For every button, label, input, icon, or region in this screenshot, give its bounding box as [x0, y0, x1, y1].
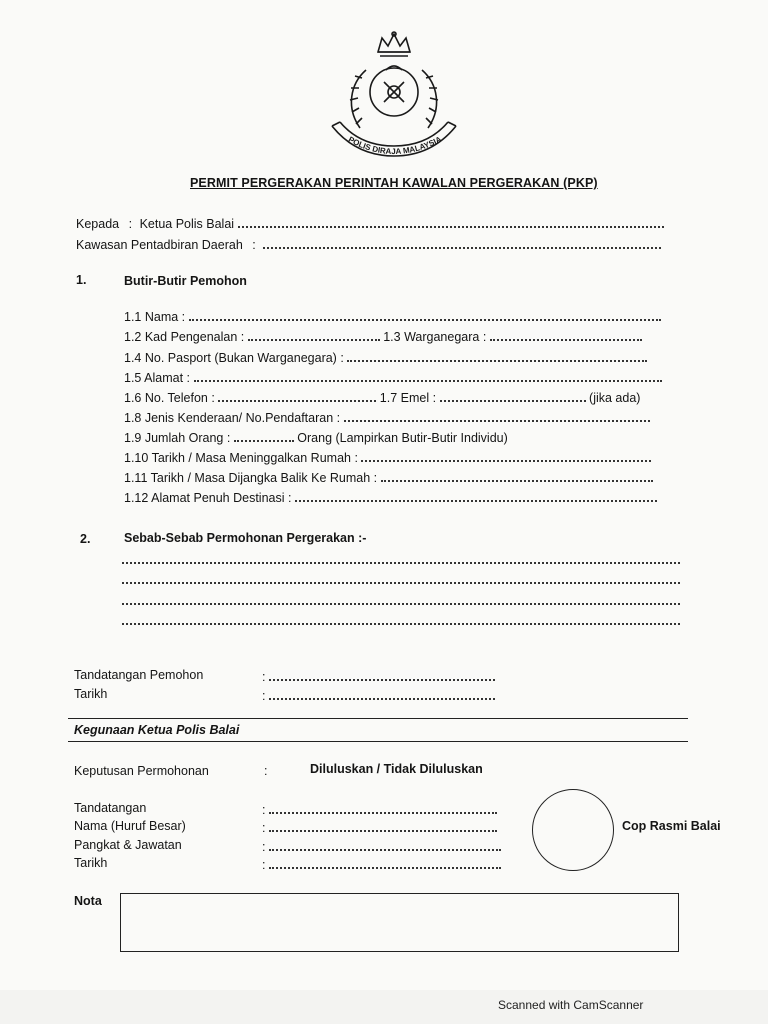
officer-signature-colon: : [262, 803, 266, 817]
field-1-11-label: 1.11 Tarikh / Masa Dijangka Balik Ke Rumah : [124, 471, 378, 485]
field-1-8-input[interactable] [344, 409, 650, 422]
applicant-signature-colon: : [262, 670, 266, 684]
reason-line-3[interactable] [122, 603, 680, 605]
crest-ribbon-text: POLIS DIRAJA MALAYSIA [346, 134, 444, 157]
section1-number: 1. [76, 273, 87, 287]
field-1-8-label: 1.8 Jenis Kenderaan/ No.Pendaftaran : [124, 411, 341, 425]
kepada-row [76, 215, 664, 231]
field-1-5 [124, 369, 662, 385]
officer-date-colon: : [262, 858, 266, 872]
kawasan-field[interactable] [263, 236, 661, 249]
officer-signature-row [262, 801, 497, 817]
field-1-1 [124, 308, 661, 324]
field-1-1-label: 1.1 Nama : [124, 310, 186, 324]
decision-label: Keputusan Permohonan [74, 764, 209, 778]
field-1-9-label: 1.9 Jumlah Orang : [124, 431, 231, 445]
field-1-6 [124, 389, 640, 405]
kawasan-colon: : [252, 238, 256, 252]
field-1-8 [124, 409, 650, 425]
applicant-date-field[interactable] [269, 687, 495, 700]
field-1-3-input[interactable] [490, 328, 642, 341]
officer-rank-colon: : [262, 840, 266, 854]
applicant-date-row [262, 687, 495, 703]
scanner-footer: Scanned with CamScanner [498, 998, 644, 1012]
police-section-title: Kegunaan Ketua Polis Balai [74, 723, 240, 737]
officer-name-field[interactable] [269, 819, 497, 832]
decision-colon: : [264, 764, 268, 778]
field-1-10-label: 1.10 Tarikh / Masa Meninggalkan Rumah : [124, 451, 358, 465]
field-1-7-label: 1.7 Emel : [379, 391, 437, 405]
field-1-5-input[interactable] [194, 369, 662, 382]
nota-label: Nota [74, 894, 102, 908]
officer-name-colon: : [262, 821, 266, 835]
field-1-7-input[interactable] [440, 389, 586, 402]
field-1-10 [124, 449, 651, 465]
field-1-11 [124, 469, 653, 485]
stamp-circle [532, 789, 614, 871]
field-1-10-input[interactable] [361, 449, 651, 462]
officer-rank-field[interactable] [269, 838, 501, 851]
decision-options[interactable]: Diluluskan / Tidak Diluluskan [310, 762, 483, 776]
field-1-12 [124, 489, 657, 505]
section1-title: Butir-Butir Pemohon [124, 274, 247, 288]
field-1-6-label: 1.6 No. Telefon : [124, 391, 215, 405]
nota-box[interactable] [120, 893, 679, 952]
officer-rank-label: Pangkat & Jawatan [74, 838, 182, 852]
field-1-6-input[interactable] [218, 389, 376, 402]
officer-date-label: Tarikh [74, 856, 108, 870]
field-1-4-input[interactable] [347, 349, 647, 362]
field-1-5-label: 1.5 Alamat : [124, 371, 191, 385]
field-1-1-input[interactable] [189, 308, 661, 321]
field-1-12-label: 1.12 Alamat Penuh Destinasi : [124, 491, 292, 505]
applicant-date-label: Tarikh [74, 687, 108, 701]
officer-name-row [262, 819, 497, 835]
applicant-signature-row [262, 668, 495, 684]
officer-signature-label: Tandatangan [74, 801, 147, 815]
field-1-12-input[interactable] [295, 489, 657, 502]
field-1-4-label: 1.4 No. Pasport (Bukan Warganegara) : [124, 351, 344, 365]
kepada-value: Ketua Polis Balai [139, 217, 235, 231]
officer-date-field[interactable] [269, 856, 501, 869]
field-1-2-input[interactable] [248, 328, 380, 341]
reason-line-1[interactable] [122, 562, 680, 564]
kawasan-row [76, 236, 661, 252]
applicant-date-colon: : [262, 689, 266, 703]
applicant-signature-label: Tandatangan Pemohon [74, 668, 204, 682]
officer-rank-row [262, 838, 501, 854]
kepada-label: Kepada [76, 217, 120, 231]
applicant-signature-field[interactable] [269, 668, 495, 681]
field-1-9 [124, 429, 508, 445]
kepada-field[interactable] [238, 215, 664, 228]
reason-line-2[interactable] [122, 582, 680, 584]
section2-number: 2. [80, 532, 91, 546]
field-1-9-note: Orang (Lampirkan Butir-Butir Individu) [297, 431, 508, 445]
reason-line-4[interactable] [122, 623, 680, 625]
form-title: PERMIT PERGERAKAN PERINTAH KAWALAN PERGERAKAN (PKP) [190, 176, 598, 190]
section2-title: Sebab-Sebab Permohonan Pergerakan :- [124, 531, 367, 545]
kawasan-label: Kawasan Pentadbiran Daerah [76, 238, 243, 252]
officer-name-label: Nama (Huruf Besar) [74, 819, 186, 833]
field-1-7-note: (jika ada) [589, 391, 641, 405]
field-1-3-label: 1.3 Warganegara : [383, 330, 487, 344]
divider-top [68, 718, 688, 719]
officer-signature-field[interactable] [269, 801, 497, 814]
officer-date-row [262, 856, 501, 872]
field-1-9-input[interactable] [234, 429, 294, 442]
divider-bottom [68, 741, 688, 742]
field-1-4 [124, 349, 647, 365]
field-1-2-label: 1.2 Kad Pengenalan : [124, 330, 245, 344]
field-1-2 [124, 328, 642, 344]
kepada-colon: : [128, 217, 133, 231]
field-1-11-input[interactable] [381, 469, 653, 482]
police-crest-logo [326, 30, 462, 162]
stamp-label: Cop Rasmi Balai [622, 819, 721, 833]
